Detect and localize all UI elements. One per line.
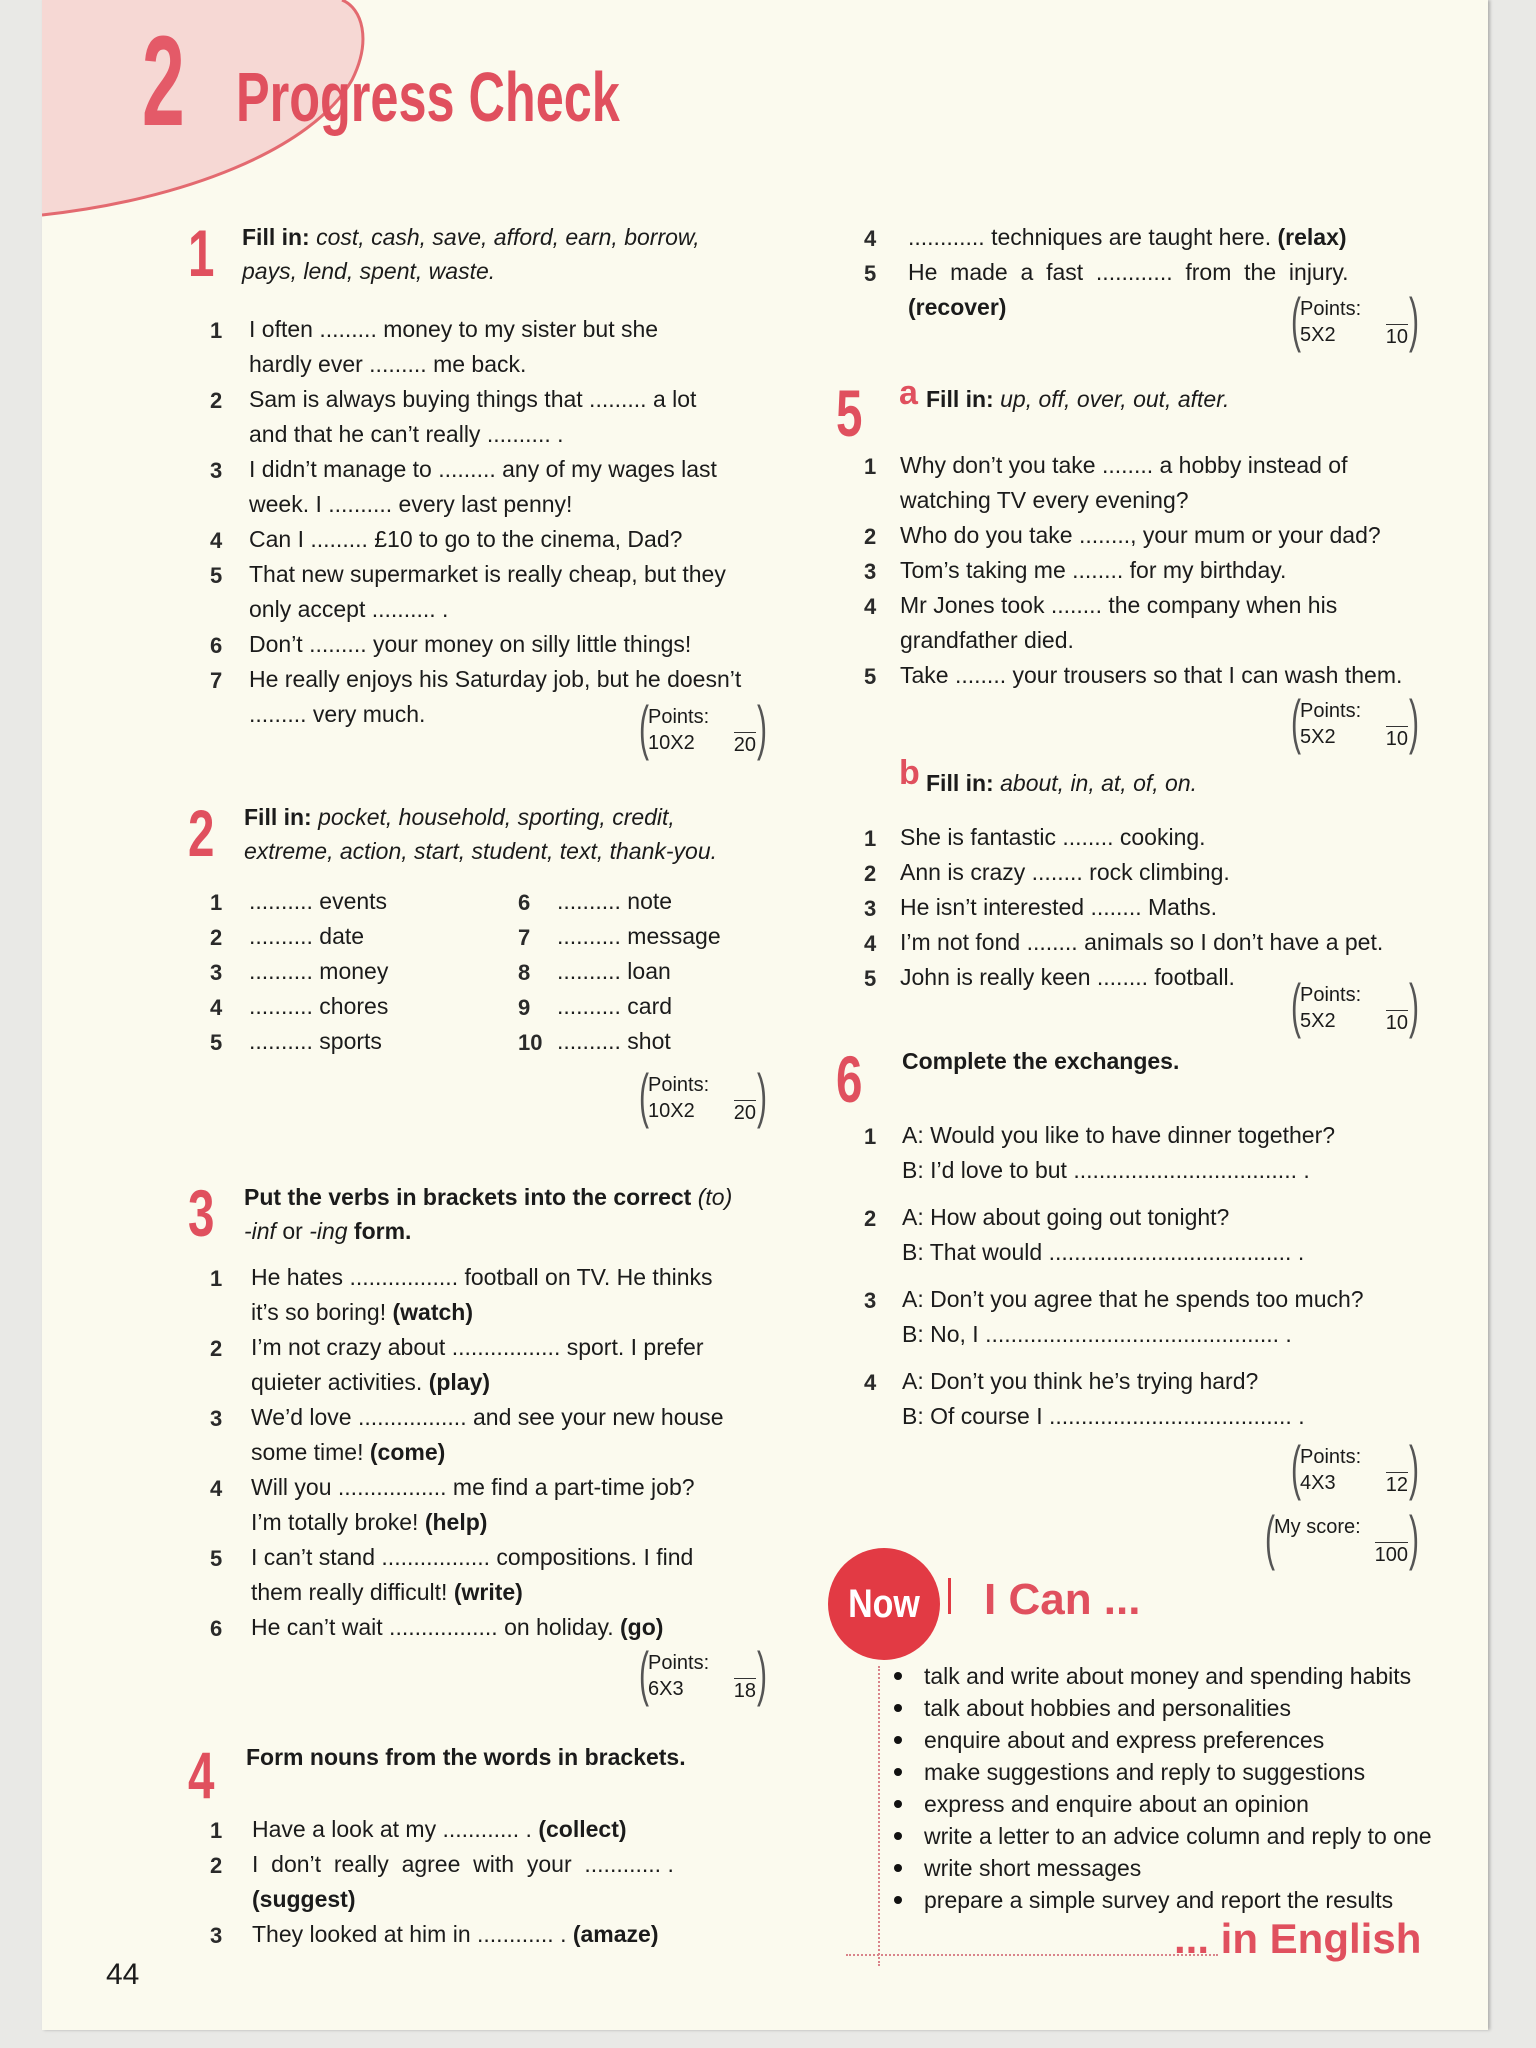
section-5b-letter: b <box>899 754 920 792</box>
exchange-a: A: Don’t you think he’s trying hard? <box>902 1368 1259 1394</box>
now-bullet: make suggestions and reply to suggestions <box>924 1759 1366 1785</box>
item-number: 2 <box>864 861 877 886</box>
section-2-instruction: Fill in: pocket, household, sporting, credit, <box>244 804 675 830</box>
item-number: 2 <box>210 1336 223 1361</box>
item-number: 1 <box>210 890 223 915</box>
now-badge-bar <box>948 1578 951 1614</box>
text-fragment: I’m totally broke! <box>251 1509 425 1535</box>
exercise-line: He isn’t interested ........ Maths. <box>900 894 1218 920</box>
item-number: 3 <box>210 1406 223 1431</box>
blank-item: .......... shot <box>557 1028 671 1054</box>
text-fragment: He can’t wait ................. on holiday. <box>251 1614 621 1640</box>
exchange-b: B: No, I .............................................. . <box>902 1321 1292 1347</box>
exercise-line: He really enjoys his Saturday job, but he doesn’t <box>249 666 742 692</box>
item-number: 5 <box>864 664 877 689</box>
section-1-words: pays, lend, spent, waste. <box>242 258 496 284</box>
text-fragment: Have a look at my ............ . <box>252 1816 539 1842</box>
text-fragment: (watch) <box>392 1299 473 1325</box>
exercise-line: I’m not fond ........ animals so I don’t have a pet. <box>900 929 1384 955</box>
text-fragment: (help) <box>424 1509 488 1535</box>
section-5b-instruction: Fill in: about, in, at, of, on. <box>926 770 1198 796</box>
exercise-line: I often ......... money to my sister but she <box>249 316 659 342</box>
unit-number: 2 <box>142 10 185 153</box>
bullet-dot <box>894 1896 902 1904</box>
now-bullet: write short messages <box>924 1855 1142 1881</box>
exercise-line: John is really keen ........ football. <box>900 964 1235 990</box>
exercise-line: He hates ................. football on TV. He thinks <box>251 1264 713 1290</box>
exercise-line: week. I .......... every last penny! <box>249 491 573 517</box>
exercise-line: Can I ......... £10 to go to the cinema, Dad? <box>249 526 683 552</box>
text-fragment: them really difficult! <box>251 1579 454 1605</box>
item-number: 3 <box>864 1288 877 1313</box>
text-fragment: (play) <box>428 1369 491 1395</box>
bullet-dot <box>894 1672 902 1680</box>
item-number: 2 <box>864 1206 877 1231</box>
item-number: 4 <box>864 594 877 619</box>
exercise-line: That new supermarket is really cheap, but they <box>249 561 726 587</box>
blank-item: .......... loan <box>557 958 671 984</box>
item-number: 1 <box>864 1124 877 1149</box>
blank-item: .......... sports <box>249 1028 382 1054</box>
bullet-dot <box>894 1832 902 1840</box>
section-4-points: ( Points: 5X2 10 ) <box>1290 286 1420 353</box>
item-number: 5 <box>864 966 877 991</box>
exchange-b: B: That would ...................................... . <box>902 1239 1305 1265</box>
section-6-instruction: Complete the exchanges. <box>902 1048 1180 1074</box>
item-number: 2 <box>210 388 223 413</box>
blank-item: .......... date <box>249 923 365 949</box>
blank-item: .......... chores <box>249 993 389 1019</box>
exercise-line <box>251 1365 490 1399</box>
now-bullet: enquire about and express preferences <box>924 1727 1325 1753</box>
item-number: 4 <box>864 1370 877 1395</box>
bullet-dot <box>894 1768 902 1776</box>
item-number: 3 <box>210 960 223 985</box>
section-5-number: 5 <box>836 376 863 450</box>
exercise-line: Why don’t you take ........ a hobby instead of <box>900 452 1348 478</box>
blank-item: .......... note <box>557 888 673 914</box>
item-number: 6 <box>210 633 223 658</box>
bullet-dot <box>894 1736 902 1744</box>
now-bullet: talk about hobbies and personalities <box>924 1695 1291 1721</box>
item-number: 5 <box>210 563 223 588</box>
item-number: 2 <box>210 925 223 950</box>
exercise-line: I can’t stand ................. compositions. I find <box>251 1544 694 1570</box>
text-fragment: I don’t really agree with your ............ . <box>252 1851 674 1877</box>
text-fragment: ............ techniques are taught here. <box>908 224 1278 250</box>
exercise-line <box>251 1435 445 1469</box>
item-number: 4 <box>210 995 223 1020</box>
exercise-line <box>251 1610 663 1644</box>
section-5a-points: ( Points: 5X2 10 ) <box>1290 688 1420 755</box>
blank-item: .......... events <box>249 888 388 914</box>
item-number: 5 <box>210 1546 223 1571</box>
exercise-line <box>251 1505 487 1539</box>
now-bullet: talk and write about money and spending habits <box>924 1663 1412 1689</box>
exercise-line: Sam is always buying things that ......... a lot <box>249 386 697 412</box>
blank-item: .......... money <box>249 958 389 984</box>
section-4-instruction: Form nouns from the words in brackets. <box>246 1744 686 1770</box>
section-6-points: ( Points: 4X3 12 ) <box>1290 1434 1420 1501</box>
item-number: 4 <box>210 1476 223 1501</box>
now-bullet: prepare a simple survey and report the results <box>924 1887 1394 1913</box>
blank-item: .......... message <box>557 923 721 949</box>
now-bullet: express and enquire about an opinion <box>924 1791 1309 1817</box>
exercise-line <box>251 1295 473 1329</box>
exercise-line: ......... very much. <box>249 701 426 727</box>
item-number: 8 <box>518 960 531 985</box>
exchange-a: A: Would you like to have dinner together? <box>902 1122 1336 1148</box>
exercise-line <box>251 1575 523 1609</box>
text-fragment: some time! <box>251 1439 370 1465</box>
now-dotted-vertical <box>878 1666 880 1966</box>
exercise-line: We’d love ................. and see your new house <box>251 1404 724 1430</box>
section-3-instruction-line-2: -inf or -ing form. <box>244 1218 412 1244</box>
my-score: ( My score: 100 ) <box>1264 1504 1420 1571</box>
item-number: 1 <box>210 318 223 343</box>
section-3-number: 3 <box>188 1176 215 1250</box>
exercise-line: Ann is crazy ........ rock climbing. <box>900 859 1230 885</box>
exercise-line: Will you ................. me find a part-time job? <box>251 1474 695 1500</box>
item-number: 3 <box>864 896 877 921</box>
exercise-line: Who do you take ........, your mum or your dad? <box>900 522 1381 548</box>
exercise-line <box>252 1917 772 1951</box>
item-number: 7 <box>210 668 223 693</box>
blank-item: .......... card <box>557 993 673 1019</box>
now-bullet: write a letter to an advice column and reply to one <box>924 1823 1432 1849</box>
item-number: 6 <box>210 1616 223 1641</box>
exercise-line <box>252 1812 772 1846</box>
page-number: 44 <box>106 1958 140 1991</box>
item-number: 10 <box>518 1030 543 1055</box>
exercise-line: Tom’s taking me ........ for my birthday. <box>900 557 1287 583</box>
item-number: 9 <box>518 995 531 1020</box>
exercise-line: I’m not crazy about ................. sport. I prefer <box>251 1334 704 1360</box>
exercise-line: only accept .......... . <box>249 596 449 622</box>
exercise-line: Don’t ......... your money on silly little things! <box>249 631 692 657</box>
item-number: 6 <box>518 890 531 915</box>
now-footer: ... in English <box>1174 1915 1422 1962</box>
bullet-dot <box>894 1800 902 1808</box>
now-badge: Now <box>848 1582 920 1626</box>
exercise-line: Take ........ your trousers so that I can wash them. <box>900 662 1403 688</box>
section-5a-instruction: Fill in: up, off, over, out, after. <box>926 386 1230 412</box>
item-number: 5 <box>210 1030 223 1055</box>
now-dotted-line <box>846 1954 1218 1956</box>
section-2-number: 2 <box>188 796 215 870</box>
item-number: 1 <box>864 454 877 479</box>
page-title: Progress Check <box>236 58 620 136</box>
item-number: 2 <box>864 524 877 549</box>
section-2-words: extreme, action, start, student, text, thank-you. <box>244 838 718 864</box>
item-number: 2 <box>210 1853 223 1878</box>
exercise-line: She is fantastic ........ cooking. <box>900 824 1206 850</box>
item-number: 3 <box>210 1923 223 1948</box>
text-fragment: (relax) <box>1277 224 1347 250</box>
section-3-points: ( Points: 6X3 18 ) <box>638 1640 768 1707</box>
exchange-a: A: Don’t you agree that he spends too much? <box>902 1286 1364 1312</box>
section-1-number: 1 <box>188 216 215 290</box>
exercise-line <box>908 255 1428 289</box>
item-number: 4 <box>864 931 877 956</box>
item-number: 3 <box>210 458 223 483</box>
text-fragment: it’s so boring! <box>251 1299 393 1325</box>
exercise-line: I didn’t manage to ......... any of my wages last <box>249 456 717 482</box>
text-fragment: They looked at him in ............ . <box>252 1921 573 1947</box>
section-5a-letter: a <box>899 374 918 412</box>
exercise-line: and that he can’t really .......... . <box>249 421 564 447</box>
section-5b-points: ( Points: 5X2 10 ) <box>1290 972 1420 1039</box>
section-6-number: 6 <box>836 1042 863 1116</box>
bullet-dot <box>894 1704 902 1712</box>
text-fragment: (go) <box>620 1614 664 1640</box>
item-number: 3 <box>864 559 877 584</box>
text-fragment: (collect) <box>538 1816 627 1842</box>
exercise-line <box>908 220 1428 254</box>
item-number: 5 <box>864 261 877 286</box>
exercise-line: watching TV every evening? <box>900 487 1189 513</box>
text-fragment: He made a fast ............ from the injury. <box>908 259 1349 285</box>
item-number: 4 <box>210 528 223 553</box>
exchange-b: B: I’d love to but ................................... . <box>902 1157 1310 1183</box>
workbook-page <box>42 0 1488 2030</box>
section-4-number: 4 <box>188 1738 215 1812</box>
text-fragment: (amaze) <box>572 1921 659 1947</box>
item-number: 4 <box>864 226 877 251</box>
now-title: I Can ... <box>984 1575 1141 1624</box>
text-fragment: (write) <box>453 1579 523 1605</box>
section-1-instruction: Fill in: cost, cash, save, afford, earn, borrow, <box>242 224 700 250</box>
exercise-line: Mr Jones took ........ the company when his <box>900 592 1338 618</box>
exchange-b: B: Of course I ...................................... . <box>902 1403 1305 1429</box>
exchange-a: A: How about going out tonight? <box>902 1204 1230 1230</box>
section-3-instruction-line-1: Put the verbs in brackets into the correct (to) <box>244 1184 733 1210</box>
text-fragment: quieter activities. <box>251 1369 429 1395</box>
item-number: 1 <box>864 826 877 851</box>
exercise-line: grandfather died. <box>900 627 1074 653</box>
item-number: 1 <box>210 1818 223 1843</box>
bullet-dot <box>894 1864 902 1872</box>
section-2-points: ( Points: 10X2 20 ) <box>638 1062 768 1129</box>
hint: (suggest) <box>252 1886 356 1912</box>
exercise-line <box>252 1847 772 1881</box>
text-fragment: (come) <box>369 1439 446 1465</box>
item-number: 7 <box>518 925 531 950</box>
exercise-line: hardly ever ......... me back. <box>249 351 527 377</box>
section-1-points: ( Points: 10X2 20 ) <box>638 694 768 761</box>
item-number: 1 <box>210 1266 223 1291</box>
hint: (recover) <box>908 294 1007 320</box>
